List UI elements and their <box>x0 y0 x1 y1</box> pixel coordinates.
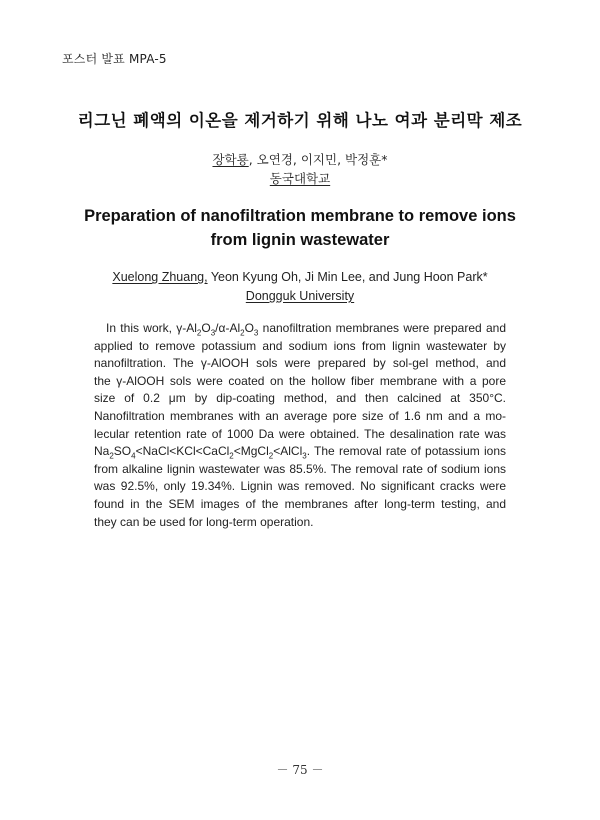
english-title-line-2: from lignin wastewater <box>210 231 390 249</box>
abstract-line-9: from alkaline lignin wastewater was 85.5%. The removal rate of sodium ions <box>94 461 506 476</box>
abstract-line-11: found in the SEM images of the membranes after long-term testing, and <box>94 496 506 511</box>
abstract-line-3: nanofiltration. The γ-AlOOH sols were prepared by sol-gel method, and <box>94 356 506 371</box>
abstract-body <box>94 320 506 531</box>
abstract-line-12: they can be used for long-term operation. <box>94 514 314 529</box>
abstract-line-8: $Na_2SO_4<NaCl<KCl<CaCl_2<MgCl_2<AlCl_3$. The removal rate of potassium ions <box>94 444 506 461</box>
abstract-line-6: Nanofiltration membranes with an average pore size of 1.6 nm and a mo- <box>94 408 506 423</box>
page-number: － 75 － <box>276 763 324 777</box>
abstract-line-1: In this work, $\gamma-Al_2O_3/\alpha-Al_2O_3$ nanofiltration membranes were prepared and <box>106 321 506 338</box>
korean-affiliation-text: 동국대학교 <box>269 171 331 186</box>
abstract-line-2: applied to remove potassium and sodium ions from lignin wastewater by <box>94 338 506 353</box>
korean-coauthors: , 오연경, 이지민, 박정훈* <box>248 152 388 167</box>
english-presenting-author: Xuelong Zhuang, <box>112 270 208 284</box>
english-title-line-1: Preparation of nanofiltration membrane to remove ions <box>84 207 516 225</box>
abstract-line-7: lecular retention rate of 1000 Da were obtained. The desalination rate was <box>94 426 506 441</box>
abstract-line-4: the γ-AlOOH sols were coated on the hollow fiber membrane with a pore <box>94 373 506 388</box>
english-affiliation <box>0 289 600 303</box>
english-authors <box>0 270 600 284</box>
korean-authors <box>0 150 600 168</box>
session-header: 포스터 발표 MPA-5 <box>62 52 167 66</box>
abstract-line-10: was 92.5%, only 19.34%. Lignin was removed. No significant cracks were <box>94 479 506 494</box>
korean-presenting-author: 장학룡 <box>212 152 249 167</box>
english-title <box>0 204 600 252</box>
korean-title: 리그닌 폐액의 이온을 제거하기 위해 나노 여과 분리막 제조 <box>77 111 523 130</box>
korean-affiliation <box>0 169 600 187</box>
english-coauthors: Yeon Kyung Oh, Ji Min Lee, and Jung Hoon Park* <box>207 270 488 284</box>
abstract-line-5: size of 0.2 μm by dip-coating method, and then calcined at 350°C. <box>94 391 506 406</box>
english-affiliation-text: Dongguk University <box>245 289 355 303</box>
